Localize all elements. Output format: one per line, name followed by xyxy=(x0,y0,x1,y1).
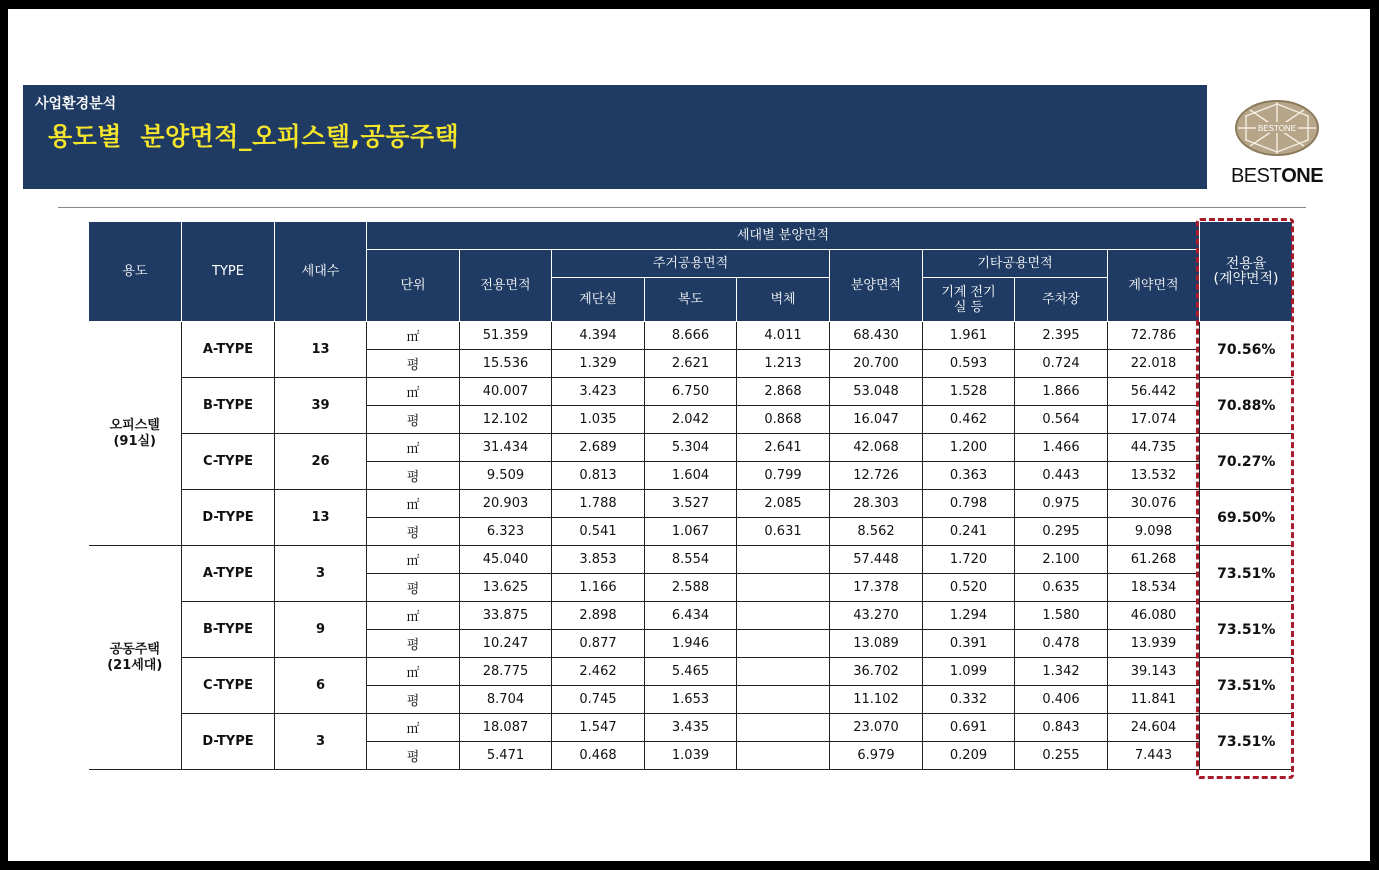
value-cell: 12.102 xyxy=(460,406,552,434)
unit-cell: ㎡ xyxy=(367,322,460,350)
value-cell: 2.100 xyxy=(1015,546,1108,574)
value-cell: 13.089 xyxy=(830,630,923,658)
households-cell: 3 xyxy=(275,546,367,602)
value-cell: 1.866 xyxy=(1015,378,1108,406)
section-subtitle: 사업환경분석 xyxy=(35,96,117,112)
value-cell: 53.048 xyxy=(830,378,923,406)
value-cell: 1.528 xyxy=(923,378,1015,406)
value-cell: 1.166 xyxy=(552,574,645,602)
value-cell: 30.076 xyxy=(1108,490,1200,518)
header-machine-elec: 기계 전기 실 등 xyxy=(923,278,1015,322)
value-cell: 33.875 xyxy=(460,602,552,630)
value-cell: 23.070 xyxy=(830,714,923,742)
value-cell xyxy=(737,686,830,714)
value-cell: 5.304 xyxy=(645,434,737,462)
type-cell: B-TYPE xyxy=(182,602,275,658)
header-households: 세대수 xyxy=(275,222,367,322)
value-cell: 68.430 xyxy=(830,322,923,350)
value-cell: 6.434 xyxy=(645,602,737,630)
type-cell: C-TYPE xyxy=(182,658,275,714)
value-cell: 0.478 xyxy=(1015,630,1108,658)
value-cell: 42.068 xyxy=(830,434,923,462)
value-cell: 0.295 xyxy=(1015,518,1108,546)
value-cell: 56.442 xyxy=(1108,378,1200,406)
value-cell: 2.641 xyxy=(737,434,830,462)
header-corridor: 복도 xyxy=(645,278,737,322)
header-unit: 단위 xyxy=(367,250,460,322)
value-cell: 1.788 xyxy=(552,490,645,518)
header-exclusive: 전용면적 xyxy=(460,250,552,322)
value-cell: 0.975 xyxy=(1015,490,1108,518)
value-cell: 1.961 xyxy=(923,322,1015,350)
company-logo xyxy=(1218,98,1336,190)
type-cell: A-TYPE xyxy=(182,322,275,378)
value-cell: 0.332 xyxy=(923,686,1015,714)
value-cell: 13.532 xyxy=(1108,462,1200,490)
page-title: 용도별 분양면적_오피스텔,공동주택 xyxy=(48,122,460,151)
value-cell: 43.270 xyxy=(830,602,923,630)
header-sale-area: 분양면적 xyxy=(830,250,923,322)
value-cell xyxy=(737,742,830,770)
value-cell: 2.868 xyxy=(737,378,830,406)
value-cell xyxy=(737,602,830,630)
value-cell: 0.241 xyxy=(923,518,1015,546)
type-cell: D-TYPE xyxy=(182,490,275,546)
table-row xyxy=(89,378,1293,406)
table-row xyxy=(89,602,1293,630)
households-cell: 13 xyxy=(275,322,367,378)
value-cell: 6.979 xyxy=(830,742,923,770)
header-parking: 주차장 xyxy=(1015,278,1108,322)
value-cell: 1.653 xyxy=(645,686,737,714)
unit-cell: ㎡ xyxy=(367,714,460,742)
header-type: TYPE xyxy=(182,222,275,322)
value-cell: 72.786 xyxy=(1108,322,1200,350)
value-cell: 0.799 xyxy=(737,462,830,490)
table-row xyxy=(89,322,1293,350)
value-cell: 8.704 xyxy=(460,686,552,714)
value-cell: 20.700 xyxy=(830,350,923,378)
table-row xyxy=(89,490,1293,518)
value-cell: 31.434 xyxy=(460,434,552,462)
type-cell: B-TYPE xyxy=(182,378,275,434)
value-cell: 18.087 xyxy=(460,714,552,742)
households-cell: 26 xyxy=(275,434,367,490)
header-stairs: 계단실 xyxy=(552,278,645,322)
value-cell: 5.471 xyxy=(460,742,552,770)
unit-cell: ㎡ xyxy=(367,490,460,518)
value-cell: 0.745 xyxy=(552,686,645,714)
value-cell: 9.098 xyxy=(1108,518,1200,546)
value-cell: 0.462 xyxy=(923,406,1015,434)
value-cell: 24.604 xyxy=(1108,714,1200,742)
value-cell: 17.074 xyxy=(1108,406,1200,434)
value-cell: 0.443 xyxy=(1015,462,1108,490)
type-cell: A-TYPE xyxy=(182,546,275,602)
value-cell: 1.035 xyxy=(552,406,645,434)
table-row xyxy=(89,658,1293,686)
value-cell: 57.448 xyxy=(830,546,923,574)
value-cell: 2.042 xyxy=(645,406,737,434)
value-cell: 1.200 xyxy=(923,434,1015,462)
value-cell: 1.213 xyxy=(737,350,830,378)
value-cell: 10.247 xyxy=(460,630,552,658)
value-cell xyxy=(737,714,830,742)
value-cell: 2.395 xyxy=(1015,322,1108,350)
unit-cell: ㎡ xyxy=(367,434,460,462)
value-cell: 22.018 xyxy=(1108,350,1200,378)
households-cell: 13 xyxy=(275,490,367,546)
households-cell: 39 xyxy=(275,378,367,434)
header-use: 용도 xyxy=(89,222,182,322)
value-cell: 0.406 xyxy=(1015,686,1108,714)
value-cell: 8.666 xyxy=(645,322,737,350)
unit-cell: 평 xyxy=(367,406,460,434)
value-cell: 0.868 xyxy=(737,406,830,434)
value-cell: 3.527 xyxy=(645,490,737,518)
value-cell: 61.268 xyxy=(1108,546,1200,574)
value-cell: 45.040 xyxy=(460,546,552,574)
unit-cell: 평 xyxy=(367,350,460,378)
unit-cell: 평 xyxy=(367,518,460,546)
value-cell: 1.720 xyxy=(923,546,1015,574)
value-cell: 3.423 xyxy=(552,378,645,406)
value-cell: 0.631 xyxy=(737,518,830,546)
value-cell: 0.564 xyxy=(1015,406,1108,434)
value-cell: 17.378 xyxy=(830,574,923,602)
value-cell: 1.604 xyxy=(645,462,737,490)
table-row xyxy=(89,714,1293,742)
ratio-cell: 73.51% xyxy=(1200,602,1293,658)
unit-cell: 평 xyxy=(367,462,460,490)
group-label: 공동주택 (21세대) xyxy=(89,546,182,770)
value-cell: 0.877 xyxy=(552,630,645,658)
value-cell: 28.303 xyxy=(830,490,923,518)
logo-prefix: BEST xyxy=(1230,165,1282,187)
logo-emblem-text: BESTONE xyxy=(1257,124,1297,133)
value-cell: 11.841 xyxy=(1108,686,1200,714)
ratio-cell: 70.56% xyxy=(1200,322,1293,378)
header-contract: 계약면적 xyxy=(1108,250,1200,322)
value-cell: 15.536 xyxy=(460,350,552,378)
value-cell: 13.939 xyxy=(1108,630,1200,658)
value-cell: 18.534 xyxy=(1108,574,1200,602)
header-bar xyxy=(23,85,1207,189)
unit-cell: ㎡ xyxy=(367,602,460,630)
value-cell: 20.903 xyxy=(460,490,552,518)
unit-cell: 평 xyxy=(367,630,460,658)
value-cell: 1.039 xyxy=(645,742,737,770)
value-cell: 8.554 xyxy=(645,546,737,574)
value-cell: 2.898 xyxy=(552,602,645,630)
households-cell: 6 xyxy=(275,658,367,714)
unit-cell: ㎡ xyxy=(367,658,460,686)
value-cell: 46.080 xyxy=(1108,602,1200,630)
value-cell: 5.465 xyxy=(645,658,737,686)
households-cell: 9 xyxy=(275,602,367,658)
unit-cell: ㎡ xyxy=(367,546,460,574)
value-cell: 1.329 xyxy=(552,350,645,378)
value-cell: 9.509 xyxy=(460,462,552,490)
value-cell: 13.625 xyxy=(460,574,552,602)
value-cell: 0.391 xyxy=(923,630,1015,658)
value-cell xyxy=(737,658,830,686)
value-cell: 44.735 xyxy=(1108,434,1200,462)
value-cell: 0.813 xyxy=(552,462,645,490)
value-cell: 2.621 xyxy=(645,350,737,378)
value-cell: 0.363 xyxy=(923,462,1015,490)
type-cell: C-TYPE xyxy=(182,434,275,490)
households-cell: 3 xyxy=(275,714,367,770)
logo-emblem-icon xyxy=(1218,98,1336,164)
ratio-cell: 73.51% xyxy=(1200,658,1293,714)
value-cell: 1.099 xyxy=(923,658,1015,686)
value-cell: 0.209 xyxy=(923,742,1015,770)
unit-cell: 평 xyxy=(367,686,460,714)
group-label: 오피스텔 (91실) xyxy=(89,322,182,546)
value-cell: 1.580 xyxy=(1015,602,1108,630)
value-cell: 0.520 xyxy=(923,574,1015,602)
value-cell: 1.466 xyxy=(1015,434,1108,462)
value-cell: 39.143 xyxy=(1108,658,1200,686)
value-cell xyxy=(737,574,830,602)
ratio-cell: 70.88% xyxy=(1200,378,1293,434)
value-cell: 3.853 xyxy=(552,546,645,574)
value-cell: 0.724 xyxy=(1015,350,1108,378)
value-cell: 0.255 xyxy=(1015,742,1108,770)
value-cell xyxy=(737,546,830,574)
value-cell: 0.593 xyxy=(923,350,1015,378)
value-cell: 0.635 xyxy=(1015,574,1108,602)
value-cell: 0.843 xyxy=(1015,714,1108,742)
value-cell: 0.798 xyxy=(923,490,1015,518)
table-row xyxy=(89,434,1293,462)
value-cell xyxy=(737,630,830,658)
value-cell: 1.294 xyxy=(923,602,1015,630)
value-cell: 0.468 xyxy=(552,742,645,770)
header-residential-common: 주거공용면적 xyxy=(552,250,830,278)
ratio-cell: 70.27% xyxy=(1200,434,1293,490)
value-cell: 0.691 xyxy=(923,714,1015,742)
value-cell: 1.547 xyxy=(552,714,645,742)
value-cell: 16.047 xyxy=(830,406,923,434)
logo-wordmark xyxy=(1218,165,1336,188)
header-ratio: 전용율 (계약면적) xyxy=(1200,222,1293,322)
ratio-cell: 73.51% xyxy=(1200,546,1293,602)
value-cell: 6.323 xyxy=(460,518,552,546)
ratio-cell: 73.51% xyxy=(1200,714,1293,770)
table-row xyxy=(89,546,1293,574)
value-cell: 1.342 xyxy=(1015,658,1108,686)
value-cell: 51.359 xyxy=(460,322,552,350)
value-cell: 11.102 xyxy=(830,686,923,714)
value-cell: 2.588 xyxy=(645,574,737,602)
value-cell: 8.562 xyxy=(830,518,923,546)
value-cell: 4.394 xyxy=(552,322,645,350)
value-cell: 2.462 xyxy=(552,658,645,686)
value-cell: 2.085 xyxy=(737,490,830,518)
value-cell: 6.750 xyxy=(645,378,737,406)
sales-area-table xyxy=(88,221,1293,770)
value-cell: 1.946 xyxy=(645,630,737,658)
unit-cell: 평 xyxy=(367,574,460,602)
value-cell: 36.702 xyxy=(830,658,923,686)
value-cell: 3.435 xyxy=(645,714,737,742)
value-cell: 7.443 xyxy=(1108,742,1200,770)
value-cell: 40.007 xyxy=(460,378,552,406)
value-cell: 2.689 xyxy=(552,434,645,462)
unit-cell: 평 xyxy=(367,742,460,770)
value-cell: 12.726 xyxy=(830,462,923,490)
value-cell: 0.541 xyxy=(552,518,645,546)
type-cell: D-TYPE xyxy=(182,714,275,770)
unit-cell: ㎡ xyxy=(367,378,460,406)
logo-suffix: ONE xyxy=(1281,165,1324,187)
value-cell: 4.011 xyxy=(737,322,830,350)
value-cell: 28.775 xyxy=(460,658,552,686)
header-group-top: 세대별 분양면적 xyxy=(367,222,1200,250)
divider xyxy=(58,207,1306,208)
header-other-common: 기타공용면적 xyxy=(923,250,1108,278)
header-wall: 벽체 xyxy=(737,278,830,322)
ratio-cell: 69.50% xyxy=(1200,490,1293,546)
value-cell: 1.067 xyxy=(645,518,737,546)
